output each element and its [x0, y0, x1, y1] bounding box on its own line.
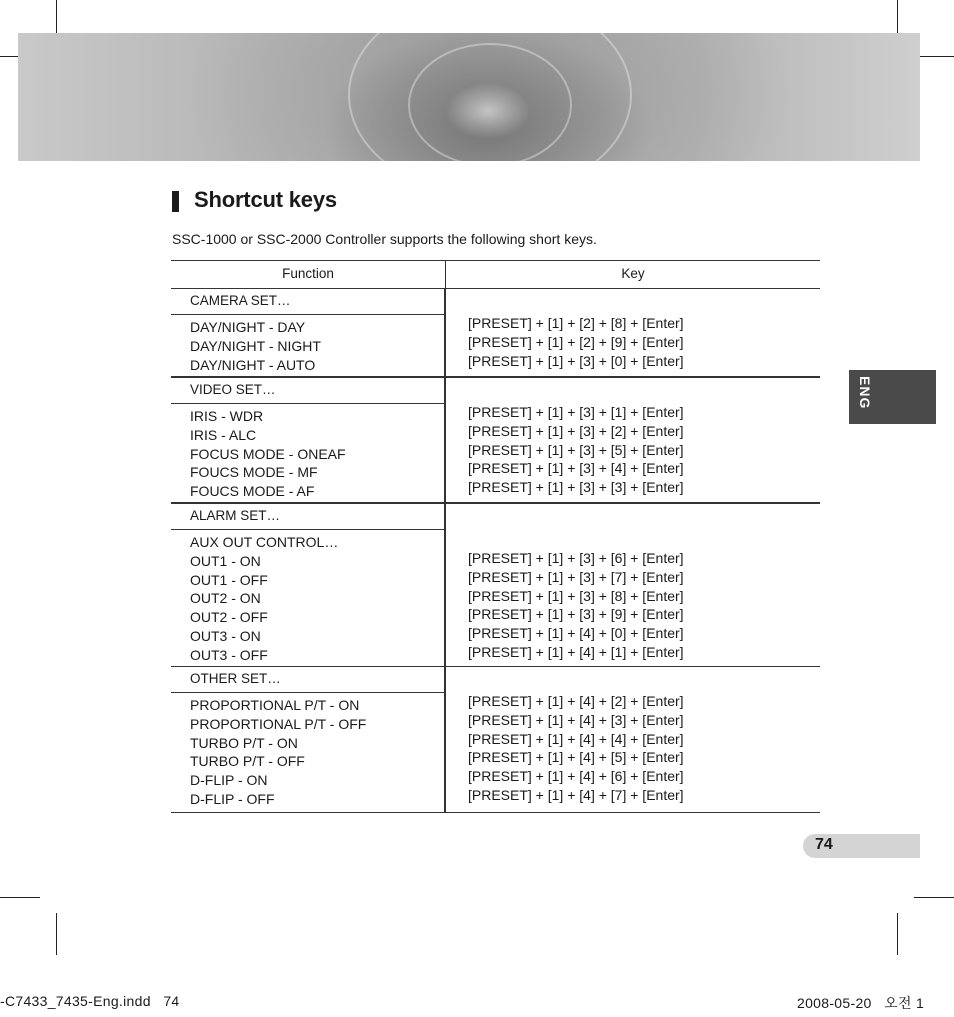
group-heading: ALARM SET… — [171, 504, 445, 530]
crop-mark — [0, 897, 40, 898]
function-item: DAY/NIGHT - AUTO — [190, 356, 316, 373]
function-item: OUT3 - OFF — [190, 646, 268, 663]
group-heading: CAMERA SET… — [171, 289, 445, 315]
key-combo: [PRESET] + [1] + [3] + [9] + [Enter] — [468, 606, 684, 623]
column-header-function: Function — [282, 266, 334, 281]
crop-mark — [914, 56, 954, 57]
group-functions — [171, 404, 445, 501]
column-header-key: Key — [621, 266, 645, 281]
key-combo: [PRESET] + [1] + [4] + [4] + [Enter] — [468, 730, 684, 747]
language-tab — [849, 370, 936, 424]
key-combo: [PRESET] + [1] + [4] + [6] + [Enter] — [468, 768, 684, 785]
key-combo: [PRESET] + [1] + [3] + [2] + [Enter] — [468, 422, 684, 439]
function-item: OUT2 - OFF — [190, 609, 268, 626]
column-divider — [444, 667, 446, 812]
group-heading: OTHER SET… — [171, 667, 445, 693]
key-combo: [PRESET] + [1] + [4] + [2] + [Enter] — [468, 693, 684, 709]
function-item: TURBO P/T - OFF — [190, 753, 305, 770]
crop-mark — [56, 913, 57, 955]
key-combo: [PRESET] + [1] + [4] + [1] + [Enter] — [468, 643, 684, 660]
key-combo: [PRESET] + [1] + [4] + [5] + [Enter] — [468, 749, 684, 766]
key-combo: [PRESET] + [1] + [3] + [1] + [Enter] — [468, 404, 684, 420]
key-combo: [PRESET] + [1] + [3] + [0] + [Enter] — [468, 352, 684, 369]
table-header — [171, 260, 820, 289]
table-group-other-set — [171, 667, 820, 813]
title-marker — [172, 191, 179, 212]
table-group-video-set — [171, 378, 820, 504]
function-item: AUX OUT CONTROL… — [190, 534, 339, 550]
function-item: TURBO P/T - ON — [190, 734, 298, 751]
key-combo: [PRESET] + [1] + [3] + [4] + [Enter] — [468, 460, 684, 477]
column-divider — [444, 378, 446, 502]
key-combo: [PRESET] + [1] + [4] + [3] + [Enter] — [468, 711, 684, 728]
page-number: 74 — [815, 836, 833, 853]
lens-ring — [408, 43, 572, 167]
group-keys — [468, 549, 684, 662]
key-combo: [PRESET] + [1] + [2] + [8] + [Enter] — [468, 315, 684, 331]
function-item: IRIS - WDR — [190, 408, 264, 424]
table-group-camera-set — [171, 289, 820, 378]
column-divider — [444, 504, 446, 666]
function-item: PROPORTIONAL P/T - ON — [190, 697, 360, 713]
key-combo: [PRESET] + [1] + [3] + [8] + [Enter] — [468, 587, 684, 604]
function-item: IRIS - ALC — [190, 426, 257, 443]
column-divider — [444, 289, 446, 376]
crop-mark — [897, 913, 898, 955]
function-item: OUT2 - ON — [190, 590, 261, 607]
function-item: DAY/NIGHT - NIGHT — [190, 337, 321, 354]
shortcut-table — [171, 260, 820, 813]
function-item: D-FLIP - ON — [190, 772, 268, 789]
group-heading: VIDEO SET… — [171, 378, 445, 404]
header-banner-image — [18, 33, 920, 161]
crop-mark — [914, 897, 954, 898]
group-keys — [468, 403, 684, 497]
function-item: PROPORTIONAL P/T - OFF — [190, 715, 367, 732]
group-functions — [171, 315, 445, 374]
function-item: DAY/NIGHT - DAY — [190, 319, 306, 335]
function-item: OUT3 - ON — [190, 627, 261, 644]
function-item: D-FLIP - OFF — [190, 790, 275, 807]
group-functions — [171, 693, 445, 809]
function-item: FOCUS MODE - ONEAF — [190, 445, 346, 462]
table-group-alarm-set — [171, 504, 820, 667]
key-combo: [PRESET] + [1] + [4] + [7] + [Enter] — [468, 786, 684, 803]
page-number-bar — [803, 834, 920, 858]
group-functions — [171, 530, 445, 665]
function-item: OUT1 - OFF — [190, 571, 268, 588]
language-tab-label: ENG — [857, 376, 873, 410]
key-combo: [PRESET] + [1] + [3] + [7] + [Enter] — [468, 568, 684, 585]
footer-date: 2008-05-20 오전 1 — [797, 995, 925, 1011]
group-keys — [468, 314, 684, 370]
key-combo: [PRESET] + [1] + [3] + [5] + [Enter] — [468, 441, 684, 458]
function-item: FOUCS MODE - AF — [190, 483, 315, 500]
key-combo: [PRESET] + [1] + [2] + [9] + [Enter] — [468, 333, 684, 350]
function-item: OUT1 - ON — [190, 552, 261, 569]
intro-text: SSC-1000 or SSC-2000 Controller supports the following short keys. — [172, 231, 597, 247]
key-combo: [PRESET] + [1] + [4] + [0] + [Enter] — [468, 625, 684, 642]
group-keys — [468, 692, 684, 805]
key-combo: [PRESET] + [1] + [3] + [3] + [Enter] — [468, 479, 684, 496]
key-combo: [PRESET] + [1] + [3] + [6] + [Enter] — [468, 550, 684, 566]
footer-file-info: -C7433_7435-Eng.indd 74 — [0, 993, 180, 1009]
function-item: FOUCS MODE - MF — [190, 464, 318, 481]
page-title: Shortcut keys — [194, 187, 337, 212]
